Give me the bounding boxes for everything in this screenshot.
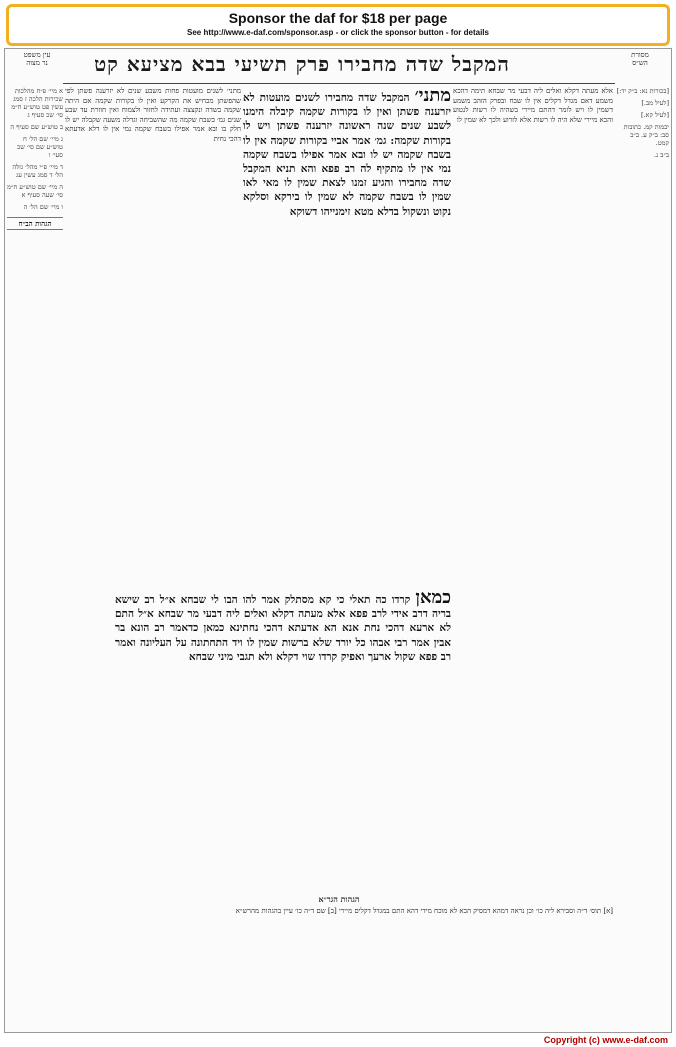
masoret-hashas-note: ב״ב נ. xyxy=(654,151,669,159)
gemara-text: המקבל שדה מחבירו לשנים מועטות לא יזרענה פשתן ואין לו בקורות שקמה קיבלה הימנו לשבע שנים שנה ראשונה יזרענה פשתן ויש לו בקורות שקמה: גמ׳ אמר אביי בקורות שקמה אין לו בשבח שקמה יש לו ובא אמר אפילו בשבח שקמה נמי אין לו מתקיף לה רב פפא והא תניא המקבל שדה מחבירו והגיע זמנו לצאת שמין לו מאי לאו שמין לו בשבח שקמה לא שמין לו בירקא וסלקא נקוט ונשקול בדלא מטא זימנייהו דשוקא xyxy=(243,92,451,218)
ein-mishpat-note: ו מיי׳ שם הל׳ ה xyxy=(23,203,63,211)
page-header xyxy=(5,49,671,85)
ein-mishpat-notes xyxy=(7,87,63,211)
ein-mishpat-note: ד מיי׳ פ״י מהל׳ גזלה הל׳ ד סמג עשין עג xyxy=(12,163,63,179)
rashi-column xyxy=(65,87,241,587)
tosafot-text: אלא מעתה דקלא ואלים ליה דבעי מר שבחא תימה דהכא משמע דאם מגדל דקלים אין לו שבח ובפרק הזהב משמע דשמין לו ויש לומר דהתם מיירי בשהיה לו רשות לנטוע והכא מיירי שלא היה לו רשות אלא לזרוע ולכך לא שמין לו xyxy=(453,87,613,124)
header-divider xyxy=(63,83,615,84)
hagahot-gra-heading: הגהות הגר״א xyxy=(318,895,360,904)
sponsor-title[interactable]: Sponsor the daf for $18 per page xyxy=(228,10,448,26)
masoret-hashas-note: יבמות קמ. כתובות סב: ב״ק ע. ב״ב קמט. xyxy=(623,123,669,147)
mishnah-lead-word: מתני׳ xyxy=(414,87,451,106)
hagahot-gra-section xyxy=(65,895,613,1025)
ein-mishpat-note: ב טוש״ע שם סעיף ה xyxy=(10,123,63,131)
hagahot-bach-heading: הגהות הב״ח xyxy=(7,217,63,230)
gemara-column xyxy=(243,87,451,587)
ein-mishpat-note: ה מיי׳ שם טוש״ע ח״מ סי׳ שעה סעיף א xyxy=(7,183,63,199)
masoret-hashas-notes xyxy=(615,87,669,159)
copyright-link[interactable]: Copyright (c) www.e-daf.com xyxy=(543,1035,668,1045)
sponsor-banner[interactable] xyxy=(6,4,670,46)
gemara-lower-text: קרדו כה תאלי כי קא מסתלק אמר להו הבו לי שבחא א״ל רב שישא בריה דרב אידי לרב פפא אלא מעתה דקלא ואלים ליה דבעי מר שבחא א״ל התם לא ארעא דהכי נחת אנא הא אדעתא דהכי נחתינא כמאן כדאמר רב הונא בר אבין אמר רבי אבהו כל יורד שלא ברשות שמין לו ויד התחתונה על העליונה ואמר רב פפא שקול ארעך ואפיק קרדו שוי דקלא ולא תגבי מיני שבחא xyxy=(115,594,451,663)
tosafot-column xyxy=(453,87,613,887)
masoret-hashas-note: [לעיל קא.] xyxy=(640,111,669,119)
masoret-hashas-margin xyxy=(615,87,669,1026)
talmud-page xyxy=(4,48,672,1033)
masoret-hashas-label: מסורת הש״ס xyxy=(631,51,649,67)
masoret-hashas-note: [בכורות נא: ב״ק יד:] xyxy=(616,87,669,95)
rashi-text: מתני׳ לשנים מועטות פחות משבע שנים לא יזרענה פשתן לפי שהפשתן מכחיש את הקרקע ואין לו בקורות שקמה אם היתה שקמה בשדה ונקצצה ועתידה לחזור ולצמוח ואין חוזרת עד שבע שנים גמ׳ בשבח שקמה מה שהשביחה וגדלה משעה שקבלה יש לו חלק בו ובא אמר אפילו בשבח שקמה נמי אין לו דלא אדעתא דהכי נחית xyxy=(65,87,241,143)
sponsor-subtitle[interactable]: See http://www.e-daf.com/sponsor.asp - or click the sponsor button - for details xyxy=(187,28,489,37)
page-title: המקבל שדה מחבירו פרק תשיעי בבא מציעא קט xyxy=(94,52,510,76)
masoret-hashas-note: [לעיל מב.] xyxy=(641,99,669,107)
ein-mishpat-note: ג מיי׳ שם הל׳ ח טוש״ע שם סי׳ שכ סעי׳ ו xyxy=(17,135,63,159)
ein-mishpat-margin xyxy=(7,87,63,1026)
hagahot-gra-text: [א] תוס׳ ד״ה וסבירא ליה כו׳ וכן נראה דמהא דמסיק הכא לא מוכח מידי דהא התם במגדל דקלים מיירי [ב] שם ד״ה כו׳ עיין בהגהות מהרש״א xyxy=(235,906,613,915)
ein-mishpat-label: עין משפט נר מצוה xyxy=(23,51,51,67)
gemara-lower-column xyxy=(115,589,451,889)
gemara-second-lead: כמאן xyxy=(415,589,451,608)
ein-mishpat-note: א מיי׳ פ״ח מהלכות שכירות הלכה ז סמג עשין פט טוש״ע ח״מ סי׳ שכ סעיף ג xyxy=(11,87,63,119)
